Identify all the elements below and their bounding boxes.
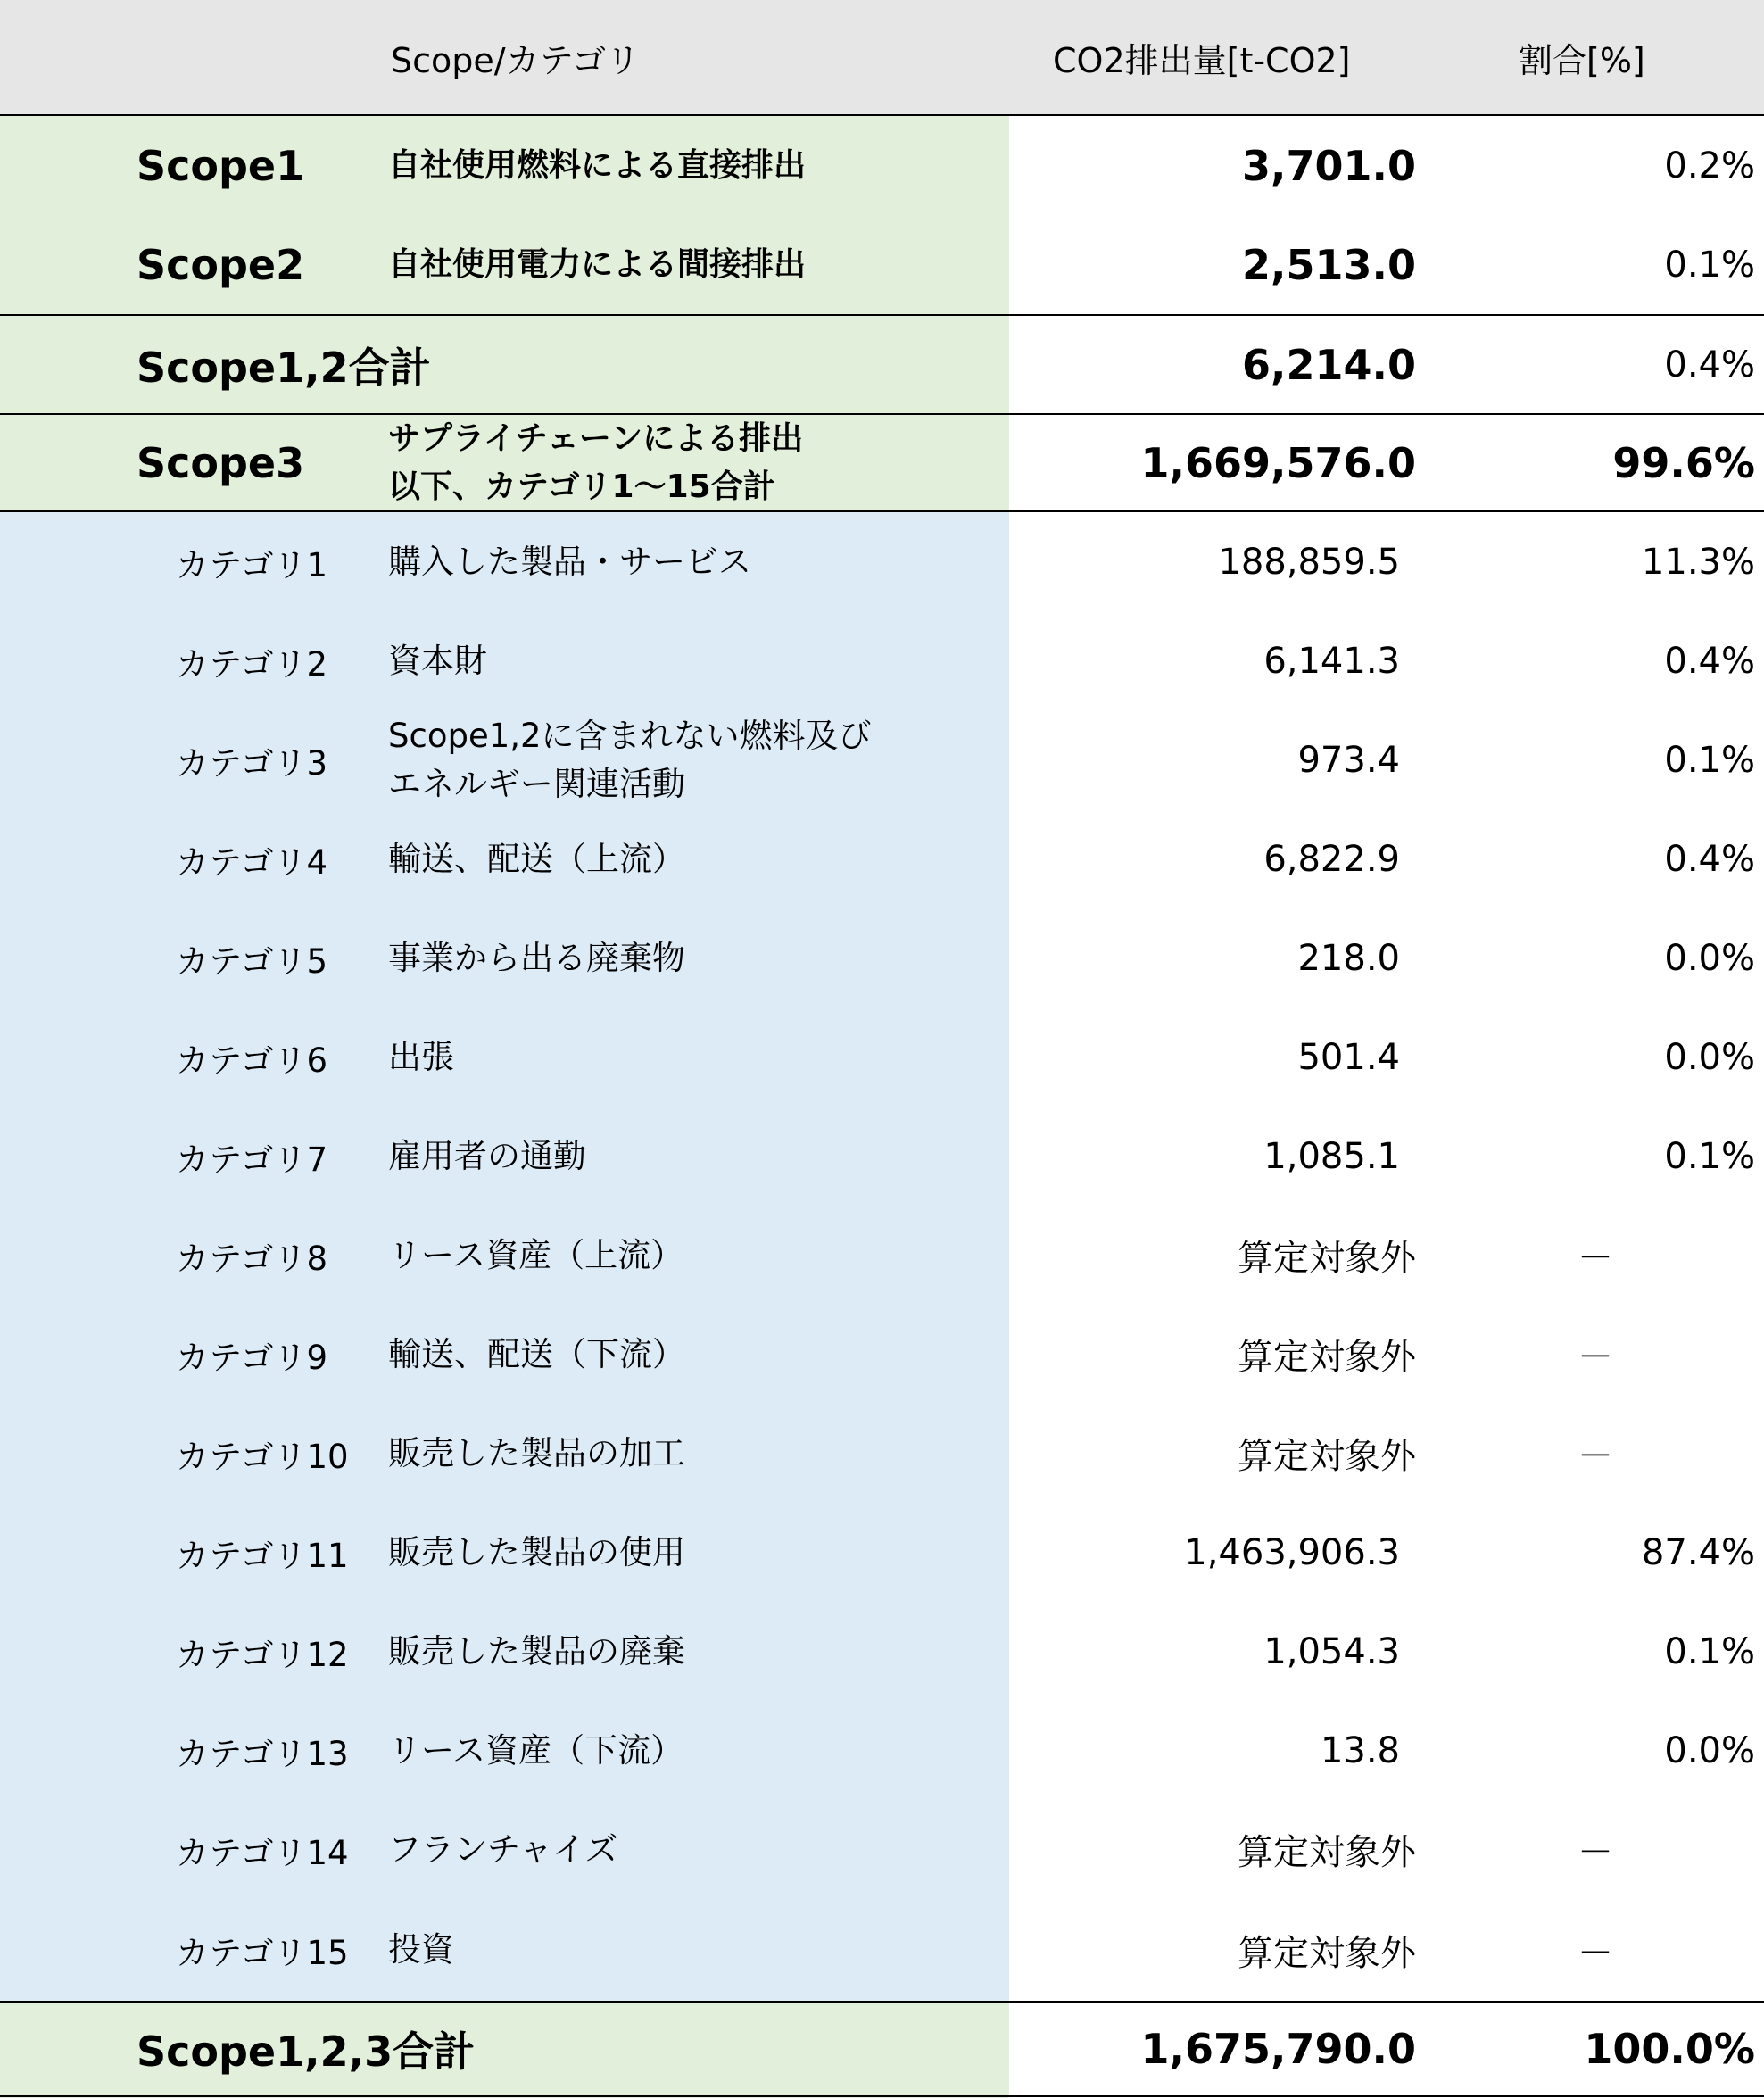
category-label: カテゴリ7: [176, 1140, 328, 1179]
category-row: [0, 710, 1764, 809]
category-row: [0, 1206, 1764, 1305]
category-ratio: －: [1578, 1436, 1613, 1477]
category-label: カテゴリ1: [176, 545, 328, 585]
category-row: [0, 1602, 1764, 1701]
table-header: [0, 0, 1764, 114]
category-row: [0, 1503, 1764, 1602]
category-row: [0, 809, 1764, 908]
category-description: 出張: [388, 1037, 454, 1076]
category-value: 1,463,906.3: [1184, 1531, 1400, 1573]
category-value: 算定対象外: [1238, 1932, 1416, 1974]
category-ratio: 0.4%: [1664, 640, 1755, 682]
category-value: 算定対象外: [1238, 1832, 1416, 1873]
category-value: 188,859.5: [1218, 541, 1400, 583]
category-label: カテゴリ10: [176, 1437, 349, 1476]
category-label: カテゴリ14: [176, 1833, 349, 1872]
category-label: カテゴリ2: [176, 644, 328, 684]
scope3-label: Scope3: [137, 438, 305, 487]
scope2-value: 2,513.0: [1242, 240, 1416, 289]
category-row: [0, 611, 1764, 710]
category-description: 事業から出る廃棄物: [388, 938, 685, 977]
category-ratio: －: [1578, 1238, 1613, 1279]
category-ratio: 0.0%: [1664, 1729, 1755, 1771]
category-row: [0, 908, 1764, 1008]
scope2-ratio: 0.1%: [1664, 244, 1755, 286]
grand-total-row: [0, 2003, 1764, 2095]
category-row: [0, 1404, 1764, 1503]
scope2-label: Scope2: [137, 240, 305, 289]
header-scope-category: Scope/カテゴリ: [391, 40, 641, 80]
category-ratio: 0.1%: [1664, 1630, 1755, 1672]
category-label: カテゴリ8: [176, 1239, 328, 1278]
category-description: 輸送、配送（上流）: [388, 839, 685, 878]
category-ratio: －: [1578, 1932, 1613, 1974]
category-ratio: 87.4%: [1641, 1531, 1755, 1573]
scope1-label: Scope1: [137, 141, 305, 190]
category-ratio: 0.0%: [1664, 1036, 1755, 1078]
category-label: カテゴリ11: [176, 1536, 349, 1575]
category-label: カテゴリ3: [176, 743, 328, 783]
category-value: 1,054.3: [1263, 1630, 1400, 1672]
scope1-value: 3,701.0: [1242, 141, 1416, 190]
category-ratio: 0.0%: [1664, 937, 1755, 979]
category-description: リース資産（上流）: [388, 1235, 684, 1274]
category-ratio: 0.4%: [1664, 838, 1755, 880]
category-description: 輸送、配送（下流）: [388, 1334, 685, 1373]
scope2-description: 自社使用電力による間接排出: [388, 245, 807, 283]
scope2-row: [0, 215, 1764, 314]
category-value: 1,085.1: [1263, 1135, 1400, 1177]
category-value: 13.8: [1320, 1729, 1400, 1771]
category-value: 973.4: [1297, 739, 1400, 781]
category-row: [0, 512, 1764, 611]
category-ratio: 0.1%: [1664, 1135, 1755, 1177]
scope12-total-row: [0, 316, 1764, 413]
scope1-row: [0, 116, 1764, 215]
category-description: 資本財: [388, 641, 487, 680]
category-label: カテゴリ6: [176, 1041, 328, 1080]
category-label: カテゴリ13: [176, 1734, 349, 1773]
category-row: [0, 1305, 1764, 1404]
category-ratio: －: [1578, 1337, 1613, 1378]
category-ratio: 0.1%: [1664, 739, 1755, 781]
scope3-description-line1: サプライチェーンによる排出: [388, 419, 804, 457]
scope3-description-line2: 以下、カテゴリ1～15合計: [388, 468, 775, 505]
category-label: カテゴリ5: [176, 941, 328, 981]
category-description: 投資: [388, 1930, 454, 1969]
category-row: [0, 1800, 1764, 1899]
category-label: カテゴリ12: [176, 1635, 349, 1674]
scope12-total-value: 6,214.0: [1242, 340, 1416, 389]
category-description: フランチャイズ: [388, 1829, 618, 1869]
category-description: 雇用者の通勤: [388, 1136, 586, 1175]
category-label: カテゴリ4: [176, 842, 328, 882]
category-description: 販売した製品の使用: [388, 1532, 685, 1571]
scope3-ratio: 99.6%: [1612, 438, 1755, 487]
category-description: 購入した製品・サービス: [388, 542, 751, 581]
category-description-line2: エネルギー関連活動: [388, 764, 685, 803]
category-value: 算定対象外: [1238, 1436, 1416, 1477]
category-value: 6,141.3: [1263, 640, 1400, 682]
category-label: カテゴリ15: [176, 1934, 349, 1972]
scope12-total-ratio: 0.4%: [1664, 344, 1755, 386]
category-value: 算定対象外: [1238, 1238, 1416, 1279]
category-description: リース資産（下流）: [388, 1730, 684, 1770]
category-description: 販売した製品の廃棄: [388, 1631, 685, 1671]
category-description: 販売した製品の加工: [388, 1433, 685, 1472]
category-row: [0, 1008, 1764, 1107]
category-value: 501.4: [1297, 1036, 1400, 1078]
category-ratio: －: [1578, 1832, 1613, 1873]
header-ratio: 割合[%]: [1519, 40, 1645, 80]
scope3-description: [388, 415, 803, 510]
scope1-description: 自社使用燃料による直接排出: [388, 146, 807, 184]
category-row: [0, 1107, 1764, 1206]
category-description: [388, 710, 872, 809]
category-value: 218.0: [1297, 937, 1400, 979]
category-row: [0, 1899, 1764, 2001]
category-label: カテゴリ9: [176, 1338, 328, 1377]
category-ratio: 11.3%: [1641, 541, 1755, 583]
grand-total-ratio: 100.0%: [1584, 2025, 1755, 2073]
header-co2-emissions: CO2排出量[t-CO2]: [1053, 40, 1351, 80]
scope3-value: 1,669,576.0: [1140, 438, 1416, 487]
scope1-ratio: 0.2%: [1664, 145, 1755, 187]
grand-total-label: Scope1,2,3合計: [137, 2028, 476, 2076]
category-row: [0, 1701, 1764, 1800]
category-value: 算定対象外: [1238, 1337, 1416, 1378]
category-value: 6,822.9: [1263, 838, 1400, 880]
divider: [0, 2095, 1764, 2097]
scope12-total-label: Scope1,2合計: [137, 343, 431, 392]
scope3-row: [0, 415, 1764, 510]
category-description-line1: Scope1,2に含まれない燃料及び: [388, 716, 872, 755]
grand-total-value: 1,675,790.0: [1140, 2025, 1416, 2073]
